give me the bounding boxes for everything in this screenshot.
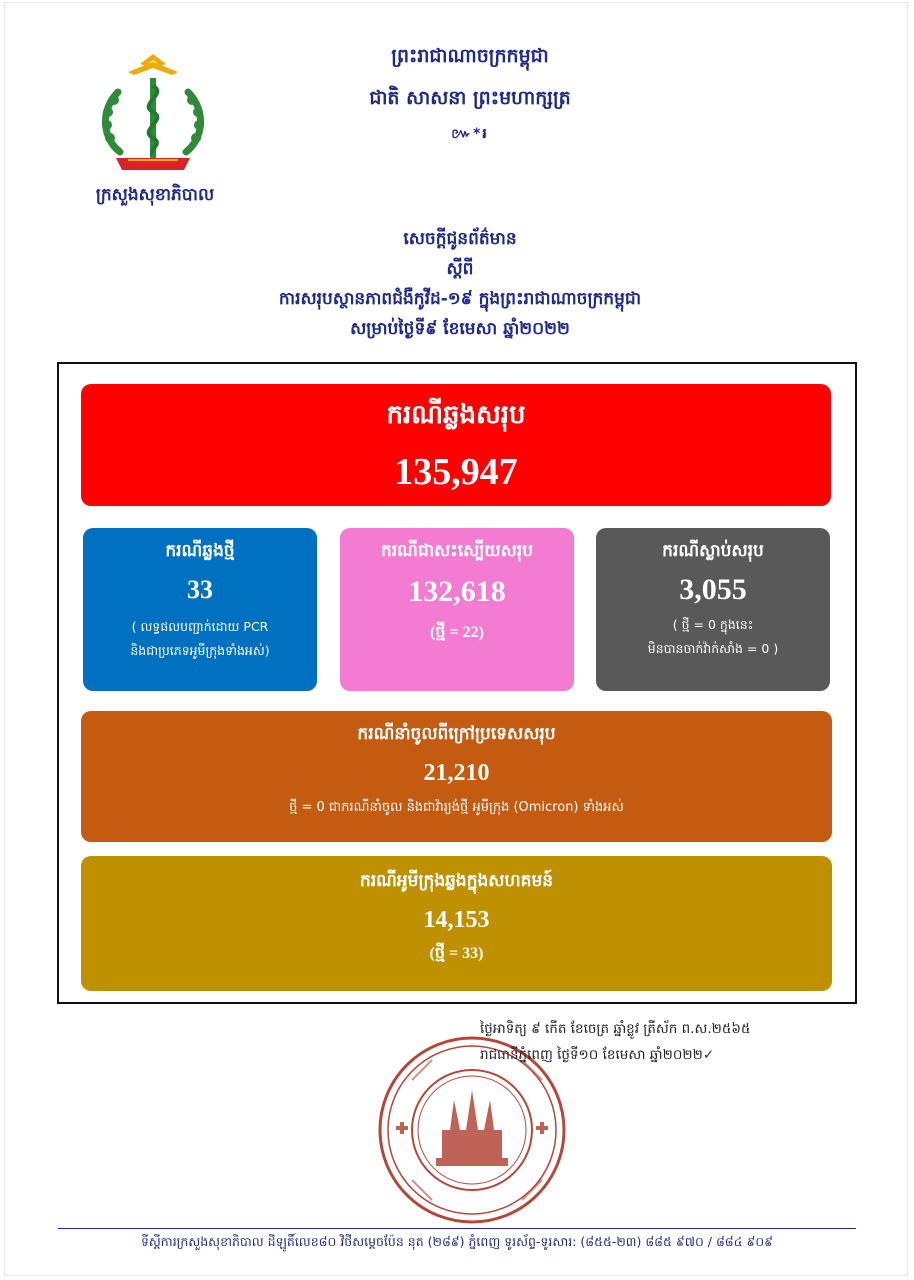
footer-address: ទីស្តីការក្រសួងសុខាភិបាល ដីឡូតិ៍លេខ៨០ វិថីសម្តេចប៉ែន នុត (២៨៩) ភ្នំពេញ ទូរស័ព្ទ-ទូរសារ: (៨៥៥-២៣) ៨៨៥ ៩៧០ / ៨៨៤ ៩០៩ (140, 1234, 774, 1249)
solar-date (480, 1042, 860, 1068)
community-cases-value: 14,153 (423, 907, 490, 933)
total-cases-label: ករណីឆ្លងសរុប (386, 400, 526, 430)
new-cases-note-line-1: ( លទ្ធផលបញ្ជាក់ដោយ PCR (131, 619, 269, 634)
deaths-note (596, 613, 830, 661)
new-cases-label: ករណីឆ្លងថ្មី (165, 541, 235, 561)
new-cases-note (83, 615, 317, 663)
new-cases-value: 33 (187, 575, 213, 604)
title-line-3: ការសរុបស្ថានភាពជំងឺកូវីដ-១៩ ក្នុងព្រះរាជាណាចក្រកម្ពុជា (278, 289, 642, 309)
title-line-4: សម្រាប់ថ្ងៃទី៩ ខែមេសា ឆ្នាំ២០២២ (350, 319, 570, 339)
community-cases-note: (ថ្មី = 33) (429, 945, 484, 962)
deaths-note-line-2: មិនបានចាក់វ៉ាក់សាំង = 0 ) (647, 641, 779, 656)
deaths-note-line-1: ( ថ្មី = 0 ក្នុងនេះ (672, 617, 754, 632)
ministry-name: ក្រសួងសុខាភិបាល (95, 185, 215, 205)
title-line-2: ស្តីពី (446, 259, 474, 279)
community-cases-card (81, 856, 832, 991)
recovered-value: 132,618 (408, 575, 506, 608)
document-title (160, 224, 760, 344)
lunar-date: ថ្ងៃអាទិត្យ ៩ កើត ខែចេត្រ ឆ្នាំខ្លូវ ត្រីស័ក ព.ស.២៥៦៥ (480, 1021, 751, 1037)
new-cases-note-line-2: និងជាប្រភេទអូមីក្រុងទាំងអស់) (130, 643, 270, 658)
kingdom-header (300, 44, 640, 145)
imported-cases-note: ថ្មី = 0 ជាករណីនាំចូល និងជាវ៉ារ្យង់ថ្មី អូមីក្រុង (Omicron) ទាំងអស់ (289, 800, 624, 815)
kingdom-name: ព្រះរាជាណាចក្រកម្ពុជា (391, 45, 549, 67)
recovered-note: (ថ្មី = 22) (430, 624, 484, 641)
imported-cases-label: ករណីនាំចូលពីក្រៅប្រទេសសរុប (357, 724, 556, 744)
national-motto: ជាតិ សាសនា ព្រះមហាក្សត្រ (369, 87, 571, 109)
community-cases-label: ករណីអូមីក្រុងឆ្លងក្នុងសហគមន៍ (359, 871, 554, 891)
imported-cases-card (81, 711, 832, 842)
deaths-value: 3,055 (679, 573, 747, 606)
ministry-logo-icon (88, 50, 218, 180)
deaths-card (596, 528, 830, 691)
total-cases-card (81, 384, 831, 506)
recovered-label: ករណីជាសះស្បើយសរុប (381, 541, 533, 561)
total-cases-value: 135,947 (394, 451, 518, 493)
footer-divider (58, 1228, 856, 1229)
ornament: ៚*៛ (451, 126, 489, 142)
title-line-1: សេចក្តីជូនព័ត៌មាន (403, 229, 517, 249)
date-block (480, 1016, 860, 1068)
solar-date-text: រាជធានីភ្នំពេញ ថ្ងៃទី១០ ខែមេសា ឆ្នាំ២០២២ (480, 1047, 703, 1063)
recovered-card (340, 528, 574, 691)
new-cases-card (83, 528, 317, 691)
deaths-label: ករណីស្លាប់សរុប (662, 541, 764, 561)
signature-mark-icon: ✓ (702, 1047, 715, 1063)
imported-cases-value: 21,210 (423, 760, 490, 786)
